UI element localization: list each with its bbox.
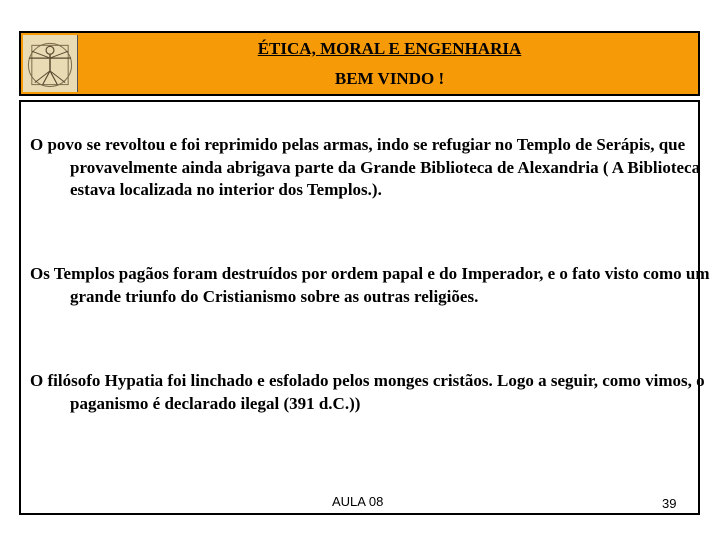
- page-title: ÉTICA, MORAL E ENGENHARIA: [257, 39, 522, 58]
- header-banner: [19, 31, 700, 96]
- page-number: 39: [662, 496, 677, 511]
- footer-label: AULA 08: [332, 494, 384, 509]
- paragraph-2: Os Templos pagãos foram destruídos por ordem papal e do Imperador, e o fato visto como um grande triunfo do Cristianismo sobre as outras religiões.: [30, 264, 710, 306]
- page-subtitle: BEM VINDO !: [334, 69, 445, 88]
- paragraph-1: O povo se revoltou e foi reprimido pelas armas, indo se refugiar no Templo de Serápis, que provavelmente ainda abrigava parte da Grande Biblioteca de Alexandria ( A Biblioteca estava localizada no interior dos Templos.).: [30, 135, 701, 199]
- vitruvian-man-icon: [23, 35, 78, 92]
- paragraph-3: O filósofo Hypatia foi linchado e esfolado pelos monges cristãos. Logo a seguir, como vimos, o paganismo é declarado ilegal (391 d.C.)): [30, 371, 705, 413]
